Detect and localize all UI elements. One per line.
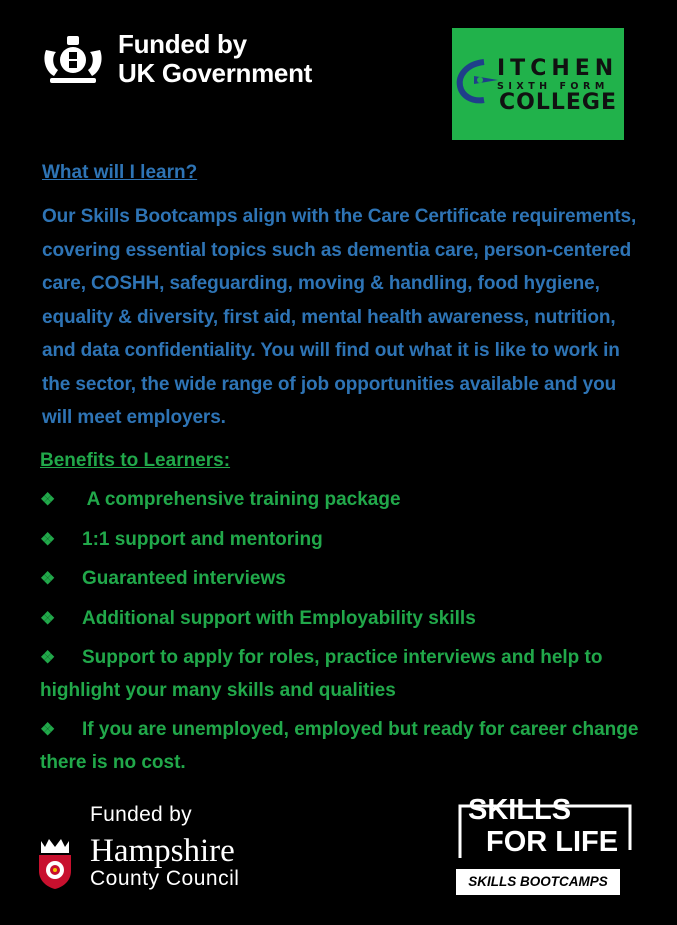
skills-bootcamps-badge: SKILLS BOOTCAMPS	[456, 869, 620, 895]
diamond-bullet-icon: ❖	[40, 608, 56, 628]
college-line-1: ITCHEN	[497, 56, 619, 81]
diamond-bullet-icon: ❖	[40, 529, 56, 549]
benefit-text: 1:1 support and mentoring	[82, 528, 323, 550]
benefit-text: Guaranteed interviews	[82, 568, 286, 589]
hcc-name: Hampshire	[90, 833, 235, 869]
benefit-text: Additional support with Employability skills	[82, 607, 476, 629]
benefit-text: Support to apply for roles, practice interviews and help to highlight your many skills and qualities	[40, 647, 603, 701]
benefits-heading: Benefits to Learners:	[40, 450, 231, 471]
hampshire-crest-icon	[35, 837, 75, 891]
diamond-bullet-icon: ❖	[40, 720, 56, 739]
learn-description: Our Skills Bootcamps align with the Care Certificate requirements, covering essential topics such as dementia care, person-centered care, COSHH, safeguarding, moving & handling, food hygiene, equality & diversity, first aid, mental health awareness, nutrition, and data confidentiality. You will find out what it is like to work in the sector, the wide range of job opportunities available and you will meet employers.	[42, 206, 637, 428]
diamond-bullet-icon: ❖	[40, 490, 56, 509]
list-item	[40, 524, 640, 557]
college-emblem-icon	[454, 58, 500, 106]
royal-crest-icon	[40, 30, 106, 86]
skills-for-life-line-2: FOR LIFE	[486, 826, 619, 858]
list-item	[40, 603, 640, 636]
diamond-bullet-icon: ❖	[40, 569, 56, 588]
gov-line-1: Funded by	[118, 29, 247, 59]
benefit-text: A comprehensive training package	[82, 489, 401, 510]
skills-for-life-line-1: SKILLS	[468, 794, 572, 826]
diamond-bullet-icon: ❖	[40, 648, 56, 667]
hcc-funded-by: Funded by	[90, 803, 192, 826]
list-item	[40, 714, 640, 779]
learn-heading: What will I learn?	[42, 162, 198, 183]
college-line-2: SIXTH FORM	[497, 81, 609, 92]
list-item	[40, 484, 640, 517]
itchen-college-logo	[452, 28, 624, 140]
gov-line-2: UK Government	[118, 58, 313, 88]
list-item	[40, 563, 640, 596]
college-line-3: COLLEGE	[499, 90, 617, 115]
list-item	[40, 642, 640, 707]
benefit-text: If you are unemployed, employed but ready for career change there is no cost.	[40, 719, 639, 773]
benefits-list	[40, 484, 640, 786]
funded-by-uk-government	[118, 30, 312, 88]
hcc-subtitle: County Council	[90, 867, 240, 890]
